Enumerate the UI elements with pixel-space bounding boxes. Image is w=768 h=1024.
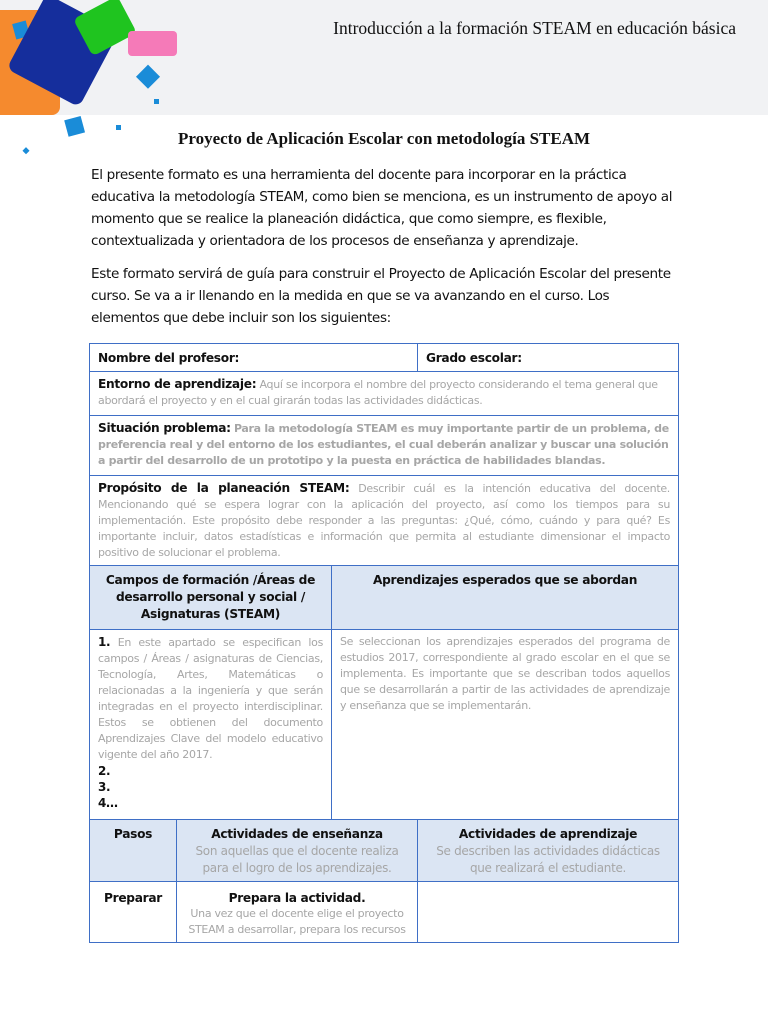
fields-content-row <box>90 630 679 820</box>
purpose-row <box>90 476 679 566</box>
steps-header: Pasos <box>113 827 153 841</box>
purpose-label: Propósito de la planeación STEAM: <box>98 481 350 495</box>
header-title: Introducción a la formación STEAM en educación básica <box>333 18 736 38</box>
purpose-cell[interactable] <box>90 476 679 566</box>
step-prepare-teaching-cell[interactable] <box>177 882 418 943</box>
purpose-hint: Describir cuál es la intención educativa del docente. Mencionando qué se espera lograr con la aplicación del proyecto, así como los tiempos para su implementación. Este propósito debe responder a las preguntas: ¿Qué, cómo, cuándo y para qué? Es importante incluir, datos estadísticas e información que permita al estudiante dimensionar el impacto positivo de solucionar el problema. <box>98 482 671 559</box>
learning-header: Actividades de aprendizaje <box>458 827 638 841</box>
fields-item-1-number: 1. <box>98 635 111 649</box>
step-prepare-hint: Una vez que el docente elige el proyecto STEAM a desarrollar, prepara los recursos <box>188 907 406 936</box>
fields-header-row <box>90 566 679 630</box>
environment-row <box>90 372 679 416</box>
problem-cell[interactable] <box>90 416 679 476</box>
grade-label: Grado escolar: <box>426 351 522 365</box>
document-title: Proyecto de Aplicación Escolar con metodología STEAM <box>177 129 591 148</box>
teaching-hint: Son aquellas que el docente realiza para el logro de los aprendizajes. <box>195 844 399 875</box>
problem-label: Situación problema: <box>98 421 231 435</box>
fields-header-cell <box>90 566 332 630</box>
learning-hint: Se describen las actividades didácticas que realizará el estudiante. <box>436 844 660 875</box>
activities-header-row <box>90 820 679 882</box>
fields-item-3-number: 3. <box>98 780 111 794</box>
grade-cell[interactable] <box>418 344 679 372</box>
teaching-header: Actividades de enseñanza <box>211 827 383 841</box>
fields-content-cell[interactable] <box>90 630 332 820</box>
instructions-paragraph: Este formato servirá de guía para construir el Proyecto de Aplicación Escolar del presente curso. Se va a ir llenando en la medida en que se va avanzando en el curso. Los elementos que debe incluir son los siguientes: <box>91 266 671 326</box>
learnings-content-cell[interactable] <box>332 630 679 820</box>
teacher-name-label: Nombre del profesor: <box>98 351 240 365</box>
fields-item-4-number: 4… <box>98 796 118 810</box>
step-prepare-label: Preparar <box>103 891 162 905</box>
project-form-table <box>89 343 679 943</box>
problem-hint: Para la metodología STEAM es muy importante partir de un problema, de preferencia real y del entorno de los estudiantes, el cual deberán analizar y buscar una solución a partir del desarrollo de un prototipo y la puesta en práctica de habilidades blandas. <box>98 422 669 467</box>
learning-header-cell <box>418 820 679 882</box>
step-prepare-label-cell <box>90 882 177 943</box>
teaching-header-cell <box>177 820 418 882</box>
fields-header: Campos de formación /Áreas de desarrollo personal y social / Asignaturas (STEAM) <box>105 573 316 621</box>
step-prepare-learning-cell[interactable] <box>418 882 679 943</box>
fields-item-2-number: 2. <box>98 764 111 778</box>
learnings-header-cell <box>332 566 679 630</box>
step-prepare-row <box>90 882 679 943</box>
environment-label: Entorno de aprendizaje: <box>98 377 257 391</box>
problem-row <box>90 416 679 476</box>
fields-hint: En este apartado se especifican los campos / Áreas / asignaturas de Ciencias, Tecnología, Artes, Matemáticas o relacionadas a la ingeniería y que serán integradas en el proyecto interdisciplinar. Estos se obtienen del documento Aprendizajes Clave del modelo educativo vigente del año 2017. <box>98 636 324 761</box>
teacher-name-cell[interactable] <box>90 344 418 372</box>
step-prepare-title: Prepara la actividad. <box>228 891 366 905</box>
environment-hint: Aquí se incorpora el nombre del proyecto considerando el tema general que abordará el proyecto y en el cual girarán todas las actividades didácticas. <box>98 378 658 407</box>
environment-cell[interactable] <box>90 372 679 416</box>
learnings-hint: Se seleccionan los aprendizajes esperados del programa de estudios 2017, correspondiente al grado escolar en el que se implementa. Es importante que se describan todos aquellos que se desarrollarán a partir de las actividades de aprendizaje y enseñanza que se implementarán. <box>340 635 671 712</box>
steps-header-cell <box>90 820 177 882</box>
teacher-row <box>90 344 679 372</box>
intro-paragraph: El presente formato es una herramienta del docente para incorporar en la práctica educativa la metodología STEAM, como bien se menciona, es un instrumento de apoyo al momento que se realice la planeación didáctica, que como siempre, es flexible, contextualizada y orientadora de los procesos de enseñanza y aprendizaje. <box>91 167 673 249</box>
learnings-header: Aprendizajes esperados que se abordan <box>372 573 638 587</box>
